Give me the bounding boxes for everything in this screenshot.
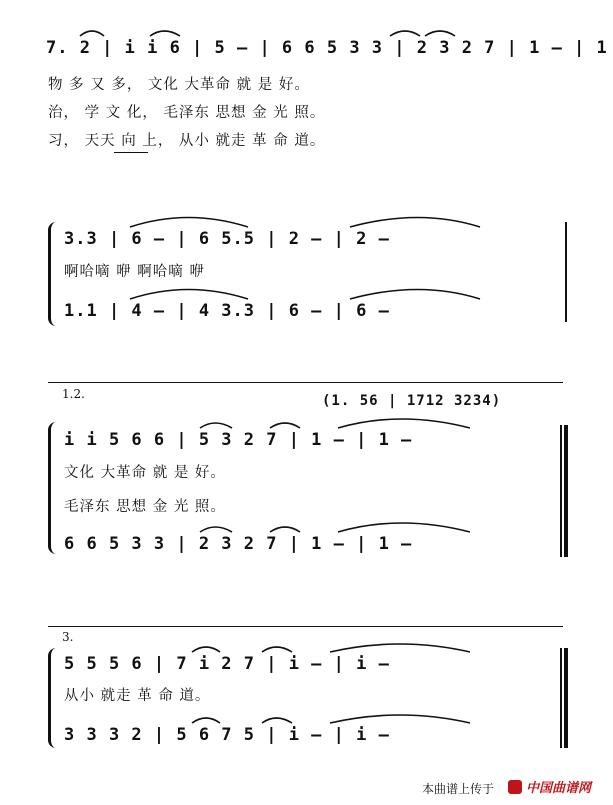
system2-upper-part: 3.3 | 6 – | 6 5.5 | 2 – | 2 – (64, 229, 390, 249)
footer-uploaded-text: 本曲谱上传于 (422, 782, 495, 796)
system4-lower-part: 3 3 3 2 | 5 6 7 5 | i – | i – (64, 725, 390, 745)
system3-lyric-verse2: 毛泽东 思想 金 光 照。 (64, 499, 226, 515)
system1-lyric-verse3: 习， 天天 向 上， 从小 就走 革 命 道。 (48, 133, 326, 149)
music-note-icon (508, 780, 522, 794)
system1-melody: 7. 2 | i i 6 | 5 – | 6 6 5 3 3 | 2 3 2 7 | 1 – | 1 (46, 38, 608, 58)
system1-lyric-verse2: 治， 学 文 化， 毛泽东 思想 金 光 照。 (48, 105, 326, 121)
system3-volta-label: 1.2. (62, 387, 85, 401)
system1-lyric-verse1: 物 多 又 多， 文化 大革命 就 是 好。 (48, 77, 310, 93)
system2-lyrics: 啊哈嘀 咿 啊哈嘀 咿 (64, 264, 205, 280)
system3-lower-part: 6 6 5 3 3 | 2 3 2 7 | 1 – | 1 – (64, 534, 413, 554)
footer-brand: 中国曲谱网 (526, 781, 592, 796)
system4-upper-part: 5 5 5 6 | 7 i 2 7 | i – | i – (64, 654, 390, 674)
system3-upper-part: i i 5 6 6 | 5 3 2 7 | 1 – | 1 – (64, 430, 413, 450)
system2-lower-part: 1.1 | 4 – | 4 3.3 | 6 – | 6 – (64, 301, 390, 321)
system3-lyric-verse1: 文化 大革命 就 是 好。 (64, 465, 226, 481)
system4-lyrics: 从小 就走 革 命 道。 (64, 688, 211, 704)
system3-interlude: (1. 56 | 1712 3234) (322, 393, 502, 409)
system4-volta-label: 3. (62, 630, 74, 644)
